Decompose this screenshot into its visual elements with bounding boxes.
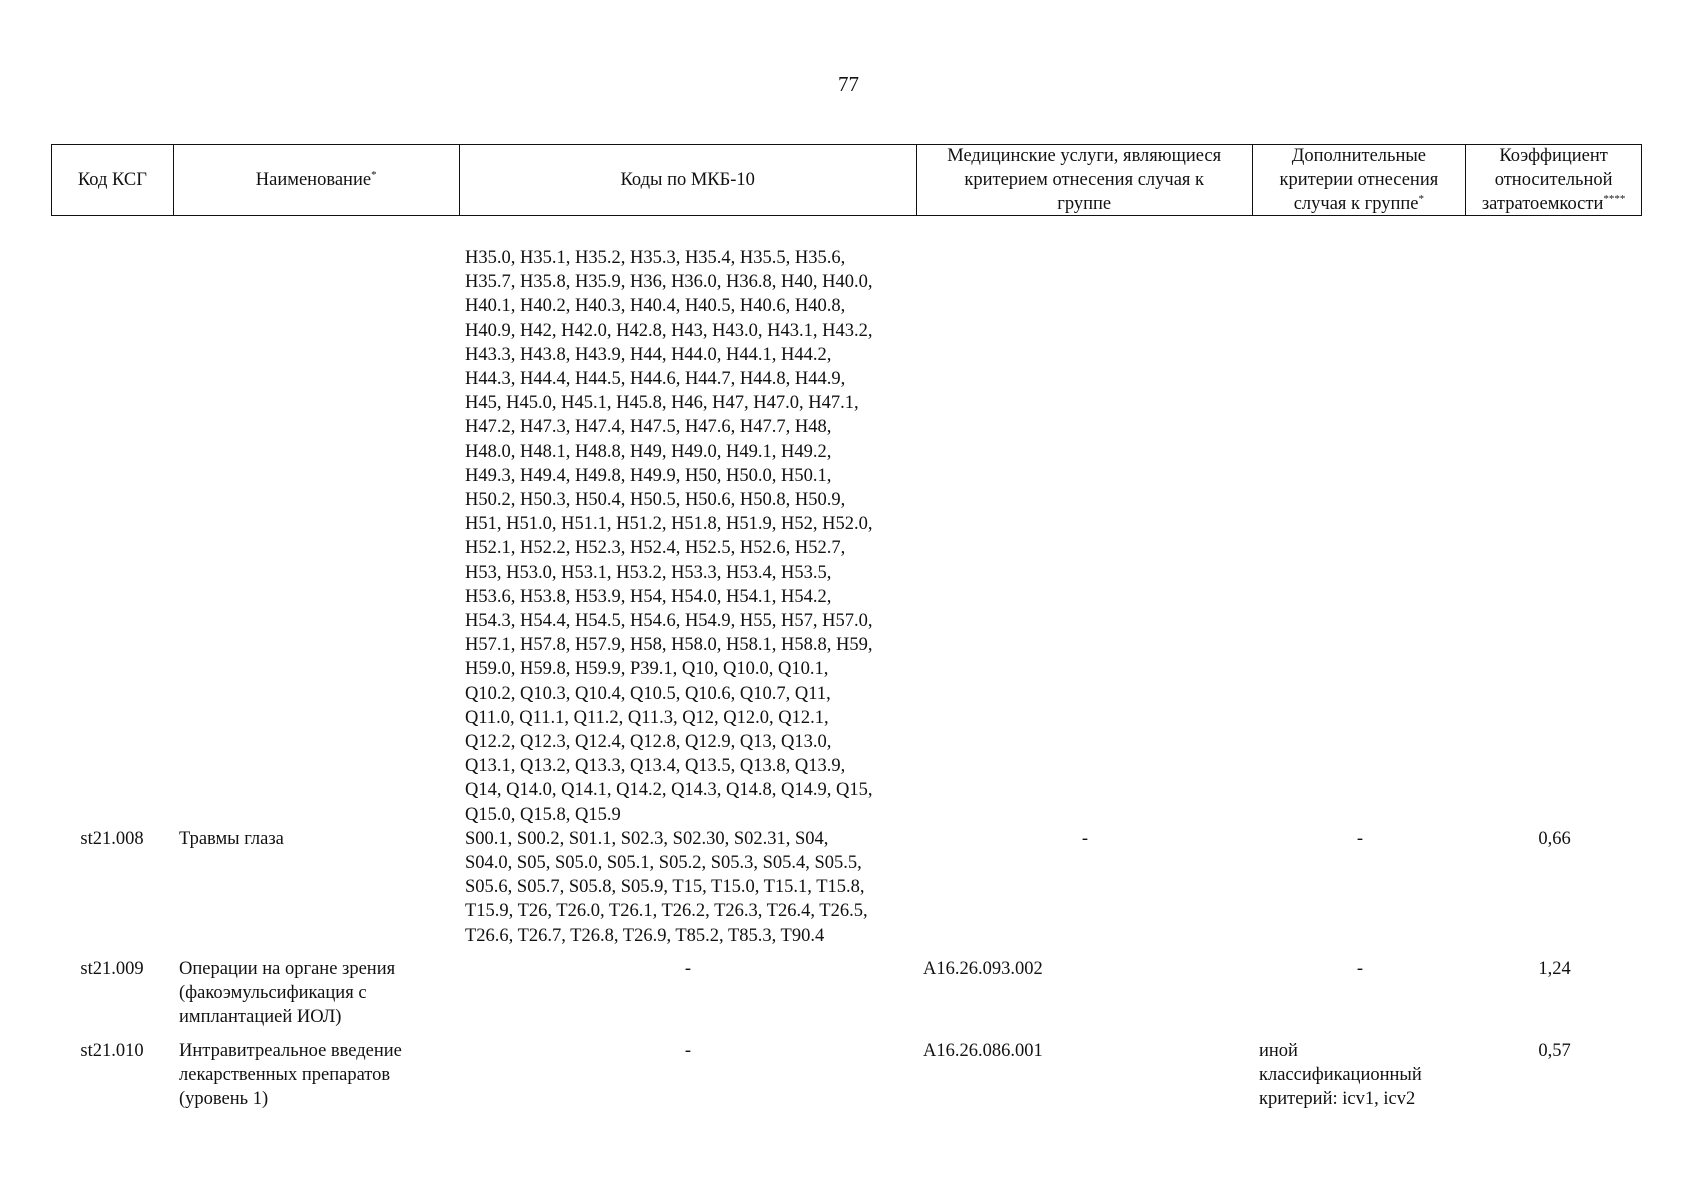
- icd-codes-cell: S00.1, S00.2, S01.1, S02.3, S02.30, S02.31, S04, S04.0, S05, S05.0, S05.1, S05.2, S05.3, S05.4, S05.5, S05.6, S05.7, S05.8, S05.9, T15, T15.0, T15.1, T15.8, T15.9, T26, T26.0, T26.1, T26.2, T26.3, T26.4, T26.5, T26.6, T26.7, T26.8, T26.9, T85.2, T85.3, T90.4: [465, 828, 868, 946]
- ksg-name: Интравитреальное введение лекарственных препаратов (уровень 1): [179, 1040, 402, 1109]
- ksg-name: Травмы глаза: [179, 828, 284, 849]
- ksg-code: st21.010: [80, 1040, 144, 1061]
- header-coefficient-label: Коэффициент относительной затратоемкости****: [1481, 146, 1626, 214]
- header-name: Наименование*: [174, 145, 460, 215]
- coefficient-cell: 0,66: [1538, 828, 1571, 849]
- icd-codes-cell: H35.0, H35.1, H35.2, H35.3, H35.4, H35.5, H35.6, H35.7, H35.8, H35.9, H36, H36.0, H36.8, H40, H40.0, H40.1, H40.2, H40.3, H40.4, H40.5, H40.6, H40.8, H40.9, H42, H42.0, H42.8, H43, H43.0, H43.1, H43.2, H43.3, H43.8, H43.9, H44, H44.0, H44.1, H44.2, H44.3, H44.4, H44.5, H44.6, H44.7, H44.8, H44.9, H45, H45.0, H45.1, H45.8, H46, H47, H47.0, H47.1, H47.2, H47.3, H47.4, H47.5, H47.6, H47.7, H48, H48.0, H48.1, H48.8, H49, H49.0, H49.1, H49.2, H49.3, H49.4, H49.8, H49.9, H50, H50.0, H50.1, H50.2, H50.3, H50.4, H50.5, H50.6, H50.8, H50.9, H51, H51.0, H51.1, H51.2, H51.8, H51.9, H52, H52.0, H52.1, H52.2, H52.3, H52.4, H52.5, H52.6, H52.7, H53, H53.0, H53.1, H53.2, H53.3, H53.4, H53.5, H53.6, H53.8, H53.9, H54, H54.0, H54.1, H54.2, H54.3, H54.4, H54.5, H54.6, H54.9, H55, H57, H57.0, H57.1, H57.8, H57.9, H58, H58.0, H58.1, H58.8, H59, H59.0, H59.8, H59.9, P39.1, Q10, Q10.0, Q10.1, Q10.2, Q10.3, Q10.4, Q10.5, Q10.6, Q10.7, Q11, Q11.0, Q11.1, Q11.2, Q11.3, Q12, Q12.0, Q12.1, Q12.2, Q12.3, Q12.4, Q12.8, Q12.9, Q13, Q13.0, Q13.1, Q13.2, Q13.3, Q13.4, Q13.5, Q13.8, Q13.9, Q14, Q14.0, Q14.1, Q14.2, Q14.3, Q14.8, Q14.9, Q15, Q15.0, Q15.8, Q15.9: [465, 248, 873, 825]
- icd-codes-cell: -: [684, 1040, 692, 1061]
- coefficient-cell: 1,24: [1538, 958, 1571, 979]
- ksg-code: st21.009: [80, 958, 144, 979]
- extra-criteria-cell: -: [1356, 828, 1364, 849]
- services-cell: -: [1081, 828, 1089, 849]
- header-coefficient: [1466, 145, 1641, 215]
- icd-codes-cell: -: [684, 958, 692, 979]
- table-row: [51, 827, 1642, 948]
- header-code: Код КСГ: [52, 145, 174, 215]
- coefficient-cell: 0,57: [1538, 1040, 1571, 1061]
- ksg-name: Операции на органе зрения (факоэмульсификация с имплантацией ИОЛ): [179, 958, 396, 1028]
- header-medical-services: Медицинские услуги, являющиеся критерием отнесения случая к группе: [917, 145, 1253, 215]
- header-icd-codes: Коды по МКБ-10: [460, 145, 917, 215]
- header-extra-criteria-label: Дополнительные критерии отнесения случая к группе*: [1279, 146, 1439, 214]
- table-row-continuation: [51, 246, 1642, 827]
- table-row: [51, 1039, 1642, 1112]
- table-body: [51, 246, 1642, 1111]
- services-cell: A16.26.086.001: [923, 1040, 1043, 1061]
- ksg-code: st21.008: [80, 828, 144, 849]
- extra-criteria-cell: -: [1356, 958, 1364, 979]
- header-extra-criteria: [1253, 145, 1467, 215]
- page-number: 77: [838, 72, 859, 96]
- table-header: [51, 144, 1642, 216]
- table-row: [51, 957, 1642, 1030]
- services-cell: A16.26.093.002: [923, 958, 1043, 979]
- extra-criteria-cell: иной классификационный критерий: icv1, icv2: [1259, 1040, 1422, 1109]
